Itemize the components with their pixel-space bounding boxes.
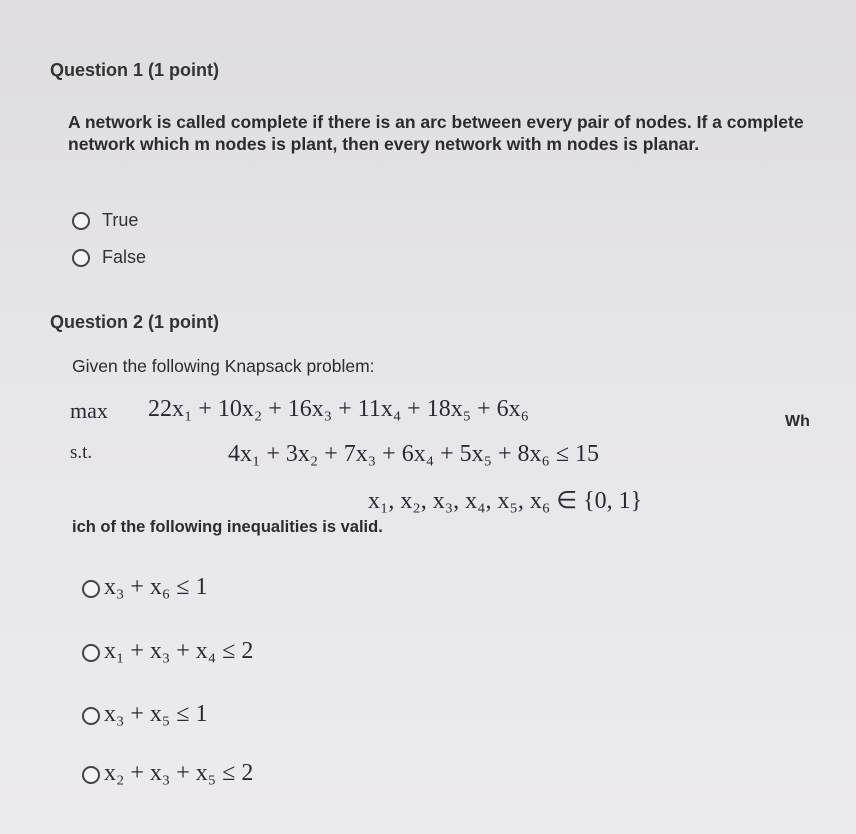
constraint: 4x₁ + 3x₂ + 7x₃ + 6x₄ + 5x₅ + 8x₆ ≤ 15 bbox=[228, 441, 600, 467]
st-label: s.t. bbox=[70, 442, 93, 463]
option-c-label: x₃ + x₅ ≤ 1 bbox=[104, 701, 208, 727]
option-b[interactable] bbox=[82, 638, 382, 668]
radio-option-b[interactable] bbox=[82, 644, 100, 662]
radio-option-d[interactable] bbox=[82, 766, 100, 784]
question-1-title: Question 1 (1 point) bbox=[50, 60, 219, 80]
max-label: max bbox=[70, 398, 108, 423]
option-c[interactable] bbox=[82, 701, 342, 731]
question-2-prompt: ich of the following inequalities is valid. bbox=[72, 518, 383, 536]
question-2-intro: Given the following Knapsack problem: bbox=[72, 356, 375, 376]
option-a-label: x₃ + x₆ ≤ 1 bbox=[104, 574, 208, 600]
option-false[interactable] bbox=[72, 247, 192, 271]
objective-function: 22x₁ + 10x₂ + 16x₃ + 11x₄ + 18x₅ + 6x₆ bbox=[148, 396, 529, 422]
question-2-title: Question 2 (1 point) bbox=[50, 312, 219, 332]
side-fragment: Wh bbox=[785, 413, 810, 430]
option-true[interactable] bbox=[72, 210, 192, 234]
option-a[interactable] bbox=[82, 574, 342, 604]
option-b-label: x₁ + x₃ + x₄ ≤ 2 bbox=[104, 638, 254, 664]
option-d-label: x₂ + x₃ + x₅ ≤ 2 bbox=[104, 760, 254, 786]
radio-false[interactable] bbox=[72, 249, 90, 267]
question-1-text: A network is called complete if there is an arc between every pair of nodes. If a complete network which m nodes is plant, then every network with m nodes is planar. bbox=[68, 112, 804, 154]
radio-true[interactable] bbox=[72, 212, 90, 230]
radio-option-c[interactable] bbox=[82, 707, 100, 725]
option-false-label: False bbox=[102, 247, 147, 267]
option-d[interactable] bbox=[82, 760, 382, 790]
domain-constraint: x₁, x₂, x₃, x₄, x₅, x₆ ∈ {0, 1} bbox=[368, 488, 643, 514]
option-true-label: True bbox=[102, 210, 139, 230]
radio-option-a[interactable] bbox=[82, 580, 100, 598]
